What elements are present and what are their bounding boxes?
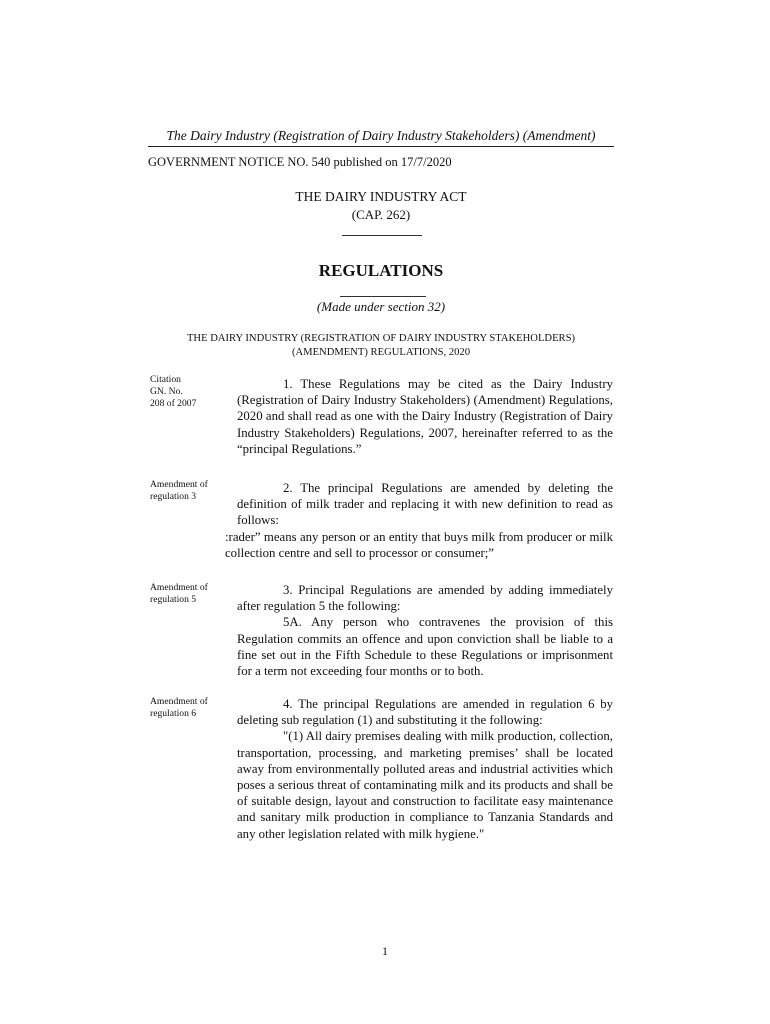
long-title-line-1: THE DAIRY INDUSTRY (REGISTRATION OF DAIRY INDUSTRY STAKEHOLDERS) (186, 333, 576, 344)
section-1-text: 1. These Regulations may be cited as the Dairy Industry (Registration of Dairy Industry Stakeholders) (Amendment) Regulations, 2020 and shall read as one with the Dairy Industry (Registration of Dairy Industry Stakeholders) Regulations, 2007, hereinafter referred to as the “principal Regulations.” (237, 377, 613, 456)
section-3-subtext: 5A. Any person who contravenes the provision of this Regulation commits an offence and upon conviction shall be liable to a fine set out in the Fifth Schedule to these Regulations or imprisonment for a term not exceeding four months or to both. (237, 615, 613, 679)
long-title (148, 332, 614, 360)
margin-note-line: regulation 6 (150, 708, 197, 719)
margin-note-citation (150, 374, 230, 410)
margin-note-amendment-reg-6 (150, 696, 230, 720)
page-number: 1 (382, 944, 388, 958)
definition-text: :rader” means any person or an entity that buys milk from producer or milk collection centre and sell to processor or consumer;” (225, 530, 613, 561)
divider (342, 235, 422, 236)
running-header: The Dairy Industry (Registration of Dairy Industry Stakeholders) (Amendment) (166, 128, 596, 143)
gazette-notice-line: GOVERNMENT NOTICE NO. 540 published on 17/7/2020 (148, 155, 452, 169)
section-4-text: 4. The principal Regulations are amended in regulation 6 by deleting sub regulation (1) and substituting it the following: (237, 697, 613, 728)
section-1-paragraph (237, 376, 613, 457)
margin-note-line: 208 of 2007 (150, 398, 197, 409)
definition-milk-trader (225, 529, 613, 561)
margin-note-line: Amendment of (150, 696, 208, 707)
margin-note-line: Citation (150, 374, 181, 385)
section-2-text: 2. The principal Regulations are amended by deleting the definition of milk trader and replacing it with new definition to read as follows: (237, 481, 613, 528)
section-3-text: 3. Principal Regulations are amended by adding immediately after regulation 5 the following: (237, 583, 613, 614)
cap-number: (CAP. 262) (351, 207, 411, 222)
section-2-paragraph (237, 480, 613, 529)
regulations-heading: REGULATIONS (318, 261, 444, 280)
margin-note-line: regulation 5 (150, 594, 197, 605)
margin-note-amendment-reg-3 (150, 479, 230, 503)
made-under-section: (Made under section 32) (316, 299, 446, 314)
section-3-paragraph (237, 582, 613, 679)
long-title-line-2: (AMENDMENT) REGULATIONS, 2020 (291, 347, 471, 358)
margin-note-line: Amendment of (150, 582, 208, 593)
margin-note-line: GN. No. (150, 386, 183, 397)
act-title: THE DAIRY INDUSTRY ACT (295, 189, 467, 204)
margin-note-line: regulation 3 (150, 491, 197, 502)
section-4-subtext: "(1) All dairy premises dealing with milk production, collection, transportation, processing, and marketing premises’ shall be located away from environmentally polluted areas and industrial activities which poses a serious threat of contaminating milk and its products and shall be of suitable design, layout and construction to facilitate easy maintenance and sanitary milk production in compliance to Tanzania Standards and any other legislation related with milk hygiene." (237, 729, 613, 841)
section-4-paragraph (237, 696, 613, 842)
margin-note-line: Amendment of (150, 479, 208, 490)
header-rule (148, 146, 614, 147)
divider (340, 296, 426, 297)
margin-note-amendment-reg-5 (150, 582, 230, 606)
